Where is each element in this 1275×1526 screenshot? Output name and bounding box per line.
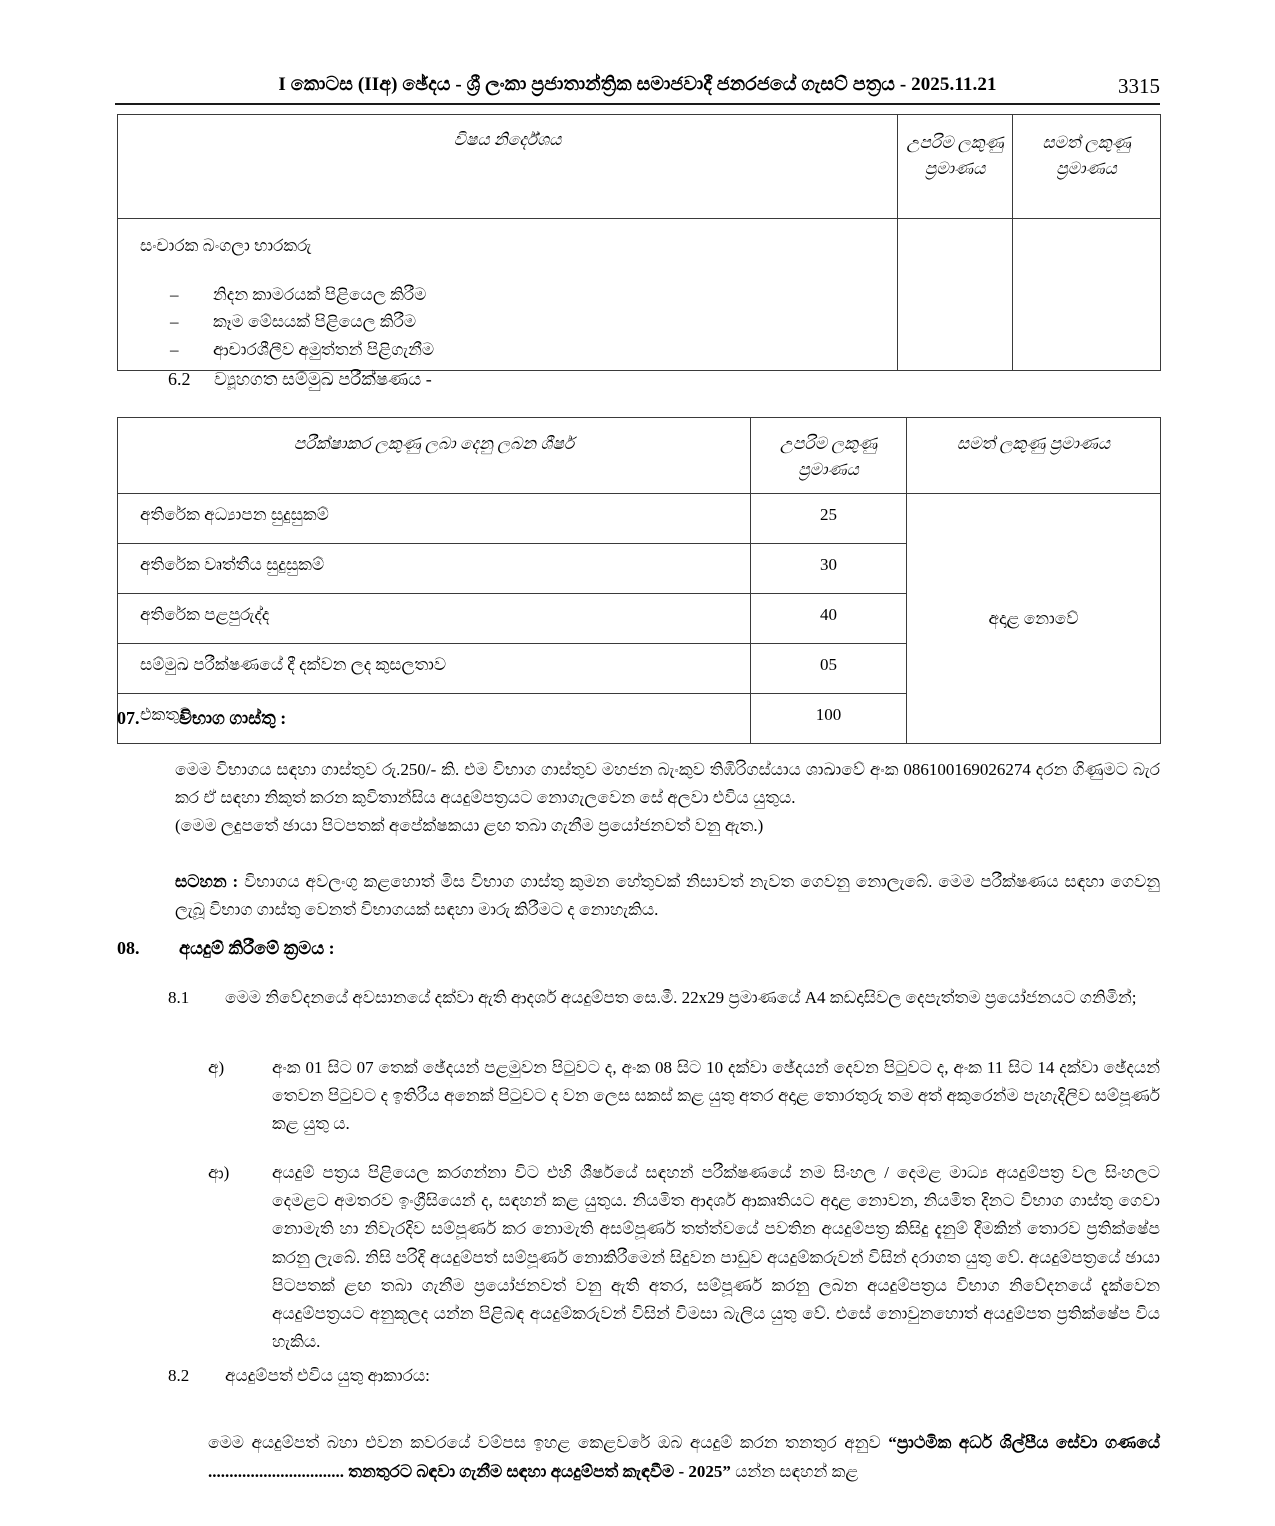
caption-6-2: [168, 369, 432, 390]
item-8-1-b-text: අයදුම් පත්‍රය පිළියෙල කරගන්නා විට එහි ශීර්ෂයේ සඳහන් පරීක්ෂණයේ නම සිංහල / දෙමළ මාධ්‍ය අයදුම්පත්‍ර වල සිංහලට දෙමළට අමතරව ඉංග්‍රීසියෙන් ද, සඳහන් කළ යුතුය. නියමිත ආදර්ශ ආකෘතියට අදාළ නොවන, නියමිත දිනට විභාග ගාස්තු ගෙවා නොමැති හා නිවැරදිව සම්පූර්ණ කර නොමැති අසම්පූර්ණ තත්ත්වයේ පවතින අයදුම්පත්‍ර කිසිදු දැනුම් දීමකින් තොරව ප්‍රතික්ෂේප කරනු ලැබේ. නිසි පරිදි අයදුම්පත් සම්පූර්ණ නොකිරීමෙන් සිදුවන පාඩුව අයදුම්කරුවන් විසින් දරාගත යුතු වේ. අයදුම්පත්‍රයේ ඡායා පිටපතක් ළඟ තබා ගැනීම ප්‍රයෝජනවත් වනු ඇති අතර, සම්පූර්ණ කරනු ලබන අයදුම්පත්‍රය විභාග නිවේදනයේ දැක්වෙන අයදුම්පත්‍රයට අනුකූලද යන්න පිළිබඳ අයදුම්කරුවන් විසින් විමසා බැලිය යුතු වේ. එසේ නොවුනහොත් අයදුම්පත ප්‍රතික්ෂේප විය හැකිය.: [272, 1163, 1160, 1352]
header-divider: [115, 103, 1160, 105]
section-07-title: විභාග ගාස්තු :: [179, 708, 287, 728]
fee-refund-note: [175, 868, 1160, 924]
item-8-1-b-number: ආ): [208, 1163, 230, 1182]
section-08-heading: [117, 934, 1162, 963]
envelope-quoted-title: “ප්‍රාථමික අර්ධ ශිල්පීය සේවා ගණයේ ................................ තනතුරට බඳවා ගැනීම සඳහා අයදුම්පත් කැඳවීම - 2025”: [208, 1433, 1160, 1482]
criteria-label: සම්මුඛ පරීක්ෂණයේ දී දක්වන ලද කුසලතාව: [118, 644, 751, 694]
note-label: සටහන :: [175, 871, 239, 891]
page-number: 3315: [1118, 74, 1160, 98]
section-07-number: 07.: [117, 708, 140, 728]
role-title: සංචාරක බංගලා භාරකරු: [140, 236, 312, 255]
envelope-text-before: මෙම අයදුම්පත් බහා එවන කවරයේ වම්පස ඉහළ කෙළවරේ ඔබ අයදුම් කරන තනතුර අනුව: [208, 1433, 889, 1452]
section-07-heading: [117, 704, 1162, 733]
max-marks-cell: [898, 219, 1013, 371]
note-text: විභාගය අවලංගු කළහොත් මිස විභාග ගාස්තු කුමන හේතුවක් නිසාවත් නැවත ගෙවනු නොලැබේ. මෙම පරීක්ෂණය සඳහා ගෙවනු ලැබූ විභාග ගාස්තු වෙනත් විභාගයක් සඳහා මාරු කිරීමට ද නොහැකිය.: [175, 871, 1160, 919]
item-8-2: [168, 1362, 1160, 1390]
column-header-pass-marks: සමත් ලකුණු ප්‍රමාණය: [907, 418, 1161, 494]
column-header-max-marks: උපරිම ලකුණු ප්‍රමාණය: [898, 115, 1013, 219]
page-running-header: [115, 74, 1160, 96]
item-8-2-body: [208, 1428, 1160, 1486]
column-header-max-marks: උපරිම ලකුණු ප්‍රමාණය: [751, 418, 907, 494]
list-item: – කෑම මේසයක් පිළියෙල කිරීම: [170, 308, 897, 336]
criteria-label: අතිරේක වෘත්තීය සුදුසුකම්: [118, 544, 751, 594]
criteria-marks: 05: [751, 644, 907, 694]
table-row: [118, 494, 1161, 544]
item-8-1: [168, 984, 1160, 1012]
table-header-row: [118, 418, 1161, 494]
item-8-1-a-number: අ): [208, 1058, 225, 1077]
column-header-pass-marks: සමත් ලකුණු ප්‍රමාණය: [1013, 115, 1161, 219]
section-08-title: අයදුම් කිරීමේ ක්‍රමය :: [179, 938, 335, 958]
exam-fee-paragraph: මෙම විභාගය සඳහා ගාස්තුව රු.250/- කි. එම විභාග ගාස්තුව මහජන බැංකුව තිඹිරිගස්යාය ශාඛාවේ අංක 086100169026274 දරන ගිණුමට බැර කර ඒ සඳහා නිකුත් කරන කුවිතාන්සිය අයදුම්පත්‍රයට නොගැලවෙන සේ අලවා එවිය යුතුය.: [175, 760, 1160, 808]
task-list: [140, 281, 897, 364]
receipt-copy-note: (මෙම ලදුපතේ ඡායා පිටපතක් අපේක්ෂකයා ළඟ තබා ගැනීම ප්‍රයෝජනවත් වනු ඇත.): [175, 816, 764, 836]
criteria-marks: 25: [751, 494, 907, 544]
criteria-label: අතිරේක අධ්‍යාපන සුදුසුකම්: [118, 494, 751, 544]
item-8-1-b: [208, 1159, 1160, 1357]
subject-syllabus-table: [117, 114, 1161, 371]
section-07-body: [175, 756, 1160, 924]
envelope-text-after: යන්න සඳහන් කළ: [730, 1462, 859, 1482]
syllabus-cell: [118, 219, 898, 371]
table-row: [118, 219, 1161, 371]
section-08-number: 08.: [117, 938, 140, 958]
item-8-1-number: 8.1: [168, 988, 190, 1007]
table-header-row: [118, 115, 1161, 219]
header-title: I කොටස (IIඅ) ඡේදය - ශ්‍රී ලංකා ප්‍රජාතාන්ත්‍රික සමාජවාදී ජනරජයේ ගැසට් පත්‍රය - 2025.11.21: [278, 74, 997, 95]
pass-marks-note: අදාළ නොවේ: [907, 494, 1161, 744]
interview-marks-table: [117, 417, 1161, 744]
column-header-criteria: පරීක්ෂාකර ලකුණු ලබා දෙනු ලබන ශීර්ෂ: [118, 418, 751, 494]
list-item: – ආචාරශීලීව අමුත්තන් පිළිගැනීම: [170, 336, 897, 364]
criteria-label-total: එකතුව: [118, 694, 751, 744]
criteria-marks: 30: [751, 544, 907, 594]
item-8-2-title: අයදුම්පත් එවිය යුතු ආකාරය:: [225, 1366, 430, 1385]
criteria-marks: 40: [751, 594, 907, 644]
column-header-syllabus: විෂය නිර්දේශය: [118, 115, 898, 219]
item-8-1-a: [208, 1054, 1160, 1139]
criteria-marks-total: 100: [751, 694, 907, 744]
item-8-1-a-text: අංක 01 සිට 07 තෙක් ඡේදයන් පළමුවන පිටුවට ද, අංක 08 සිට 10 දක්වා ඡේදයන් දෙවන පිටුවට ද, අංක 11 සිට 14 දක්වා ඡේදයන් තෙවන පිටුවට ද ඉතිරීය අනෙක් පිටුවට ද වන ලෙස සකස් කළ යුතු අතර අදාළ තොරතුරු තම අත් අකුරෙන්ම පැහැදිලිව සම්පූර්ණ කළ යුතු ය.: [272, 1058, 1160, 1134]
item-8-1-text: මෙම නිවේදනයේ අවසානයේ දක්වා ඇති ආදර්ශ අයදුම්පත සෙ.මී. 22x29 ප්‍රමාණයේ A4 කඩදාසිවල දෙපැත්තම ප්‍රයෝජනයට ගනිමින්;: [225, 988, 1137, 1007]
pass-marks-cell: [1013, 219, 1161, 371]
caption-number: 6.2: [168, 369, 191, 389]
list-item: – නිදන කාමරයක් පිළියෙල කිරීම: [170, 281, 897, 309]
caption-text: ව්‍යූහගත සම්මුඛ පරීක්ෂණය -: [214, 369, 432, 389]
item-8-2-number: 8.2: [168, 1366, 190, 1385]
criteria-label: අතිරේක පළපුරුද්ද: [118, 594, 751, 644]
